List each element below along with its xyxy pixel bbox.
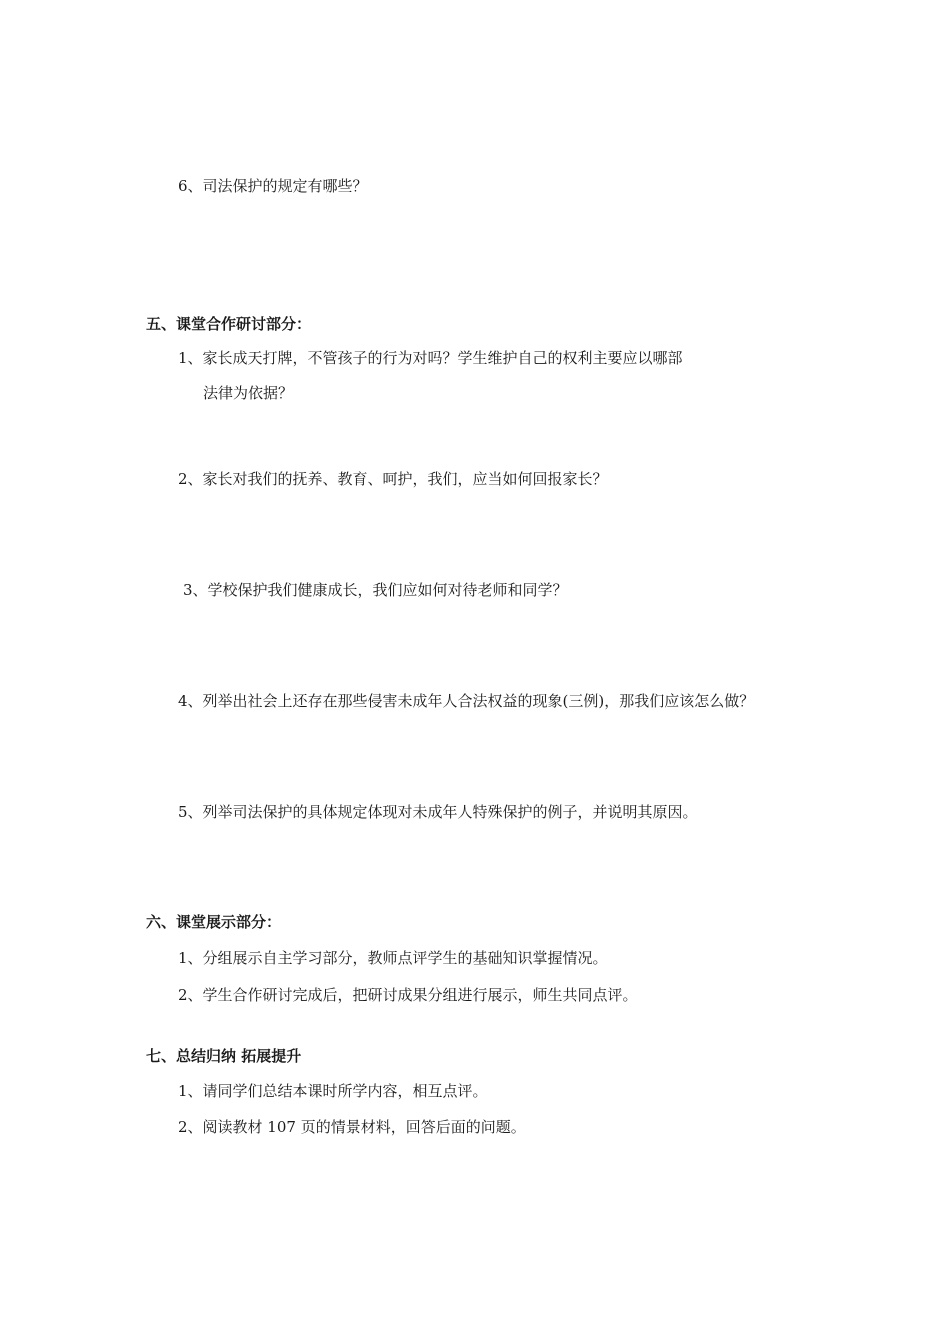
question-6: 6、司法保护的规定有哪些？ bbox=[178, 177, 368, 195]
section-6-item-1: 1、分组展示自主学习部分，教师点评学生的基础知识掌握情况。 bbox=[178, 949, 608, 967]
section-5-item-1-line-2: 法律为依据？ bbox=[203, 384, 294, 402]
section-5-item-5: 5、列举司法保护的具体规定体现对未成年人特殊保护的例子，并说明其原因。 bbox=[178, 803, 698, 821]
section-5-heading: 五、课堂合作研讨部分： bbox=[146, 315, 312, 333]
section-5-item-3: 3、学校保护我们健康成长，我们应如何对待老师和同学？ bbox=[183, 581, 568, 599]
section-7-heading: 七、总结归纳 拓展提升 bbox=[146, 1047, 302, 1065]
section-7-item-2: 2、阅读教材 107 页的情景材料，回答后面的问题。 bbox=[178, 1118, 526, 1136]
section-7-item-1: 1、请同学们总结本课时所学内容，相互点评。 bbox=[178, 1082, 488, 1100]
section-6-heading: 六、课堂展示部分： bbox=[146, 913, 282, 931]
section-5-item-2: 2、家长对我们的抚养、教育、呵护，我们，应当如何回报家长？ bbox=[178, 470, 608, 488]
section-6-item-2: 2、学生合作研讨完成后，把研讨成果分组进行展示，师生共同点评。 bbox=[178, 986, 638, 1004]
section-5-item-1-line-1: 1、家长成天打牌，不管孩子的行为对吗？学生维护自己的权利主要应以哪部 bbox=[178, 349, 683, 367]
section-5-item-4: 4、列举出社会上还存在那些侵害未成年人合法权益的现象(三例)，那我们应该怎么做？ bbox=[178, 692, 755, 710]
